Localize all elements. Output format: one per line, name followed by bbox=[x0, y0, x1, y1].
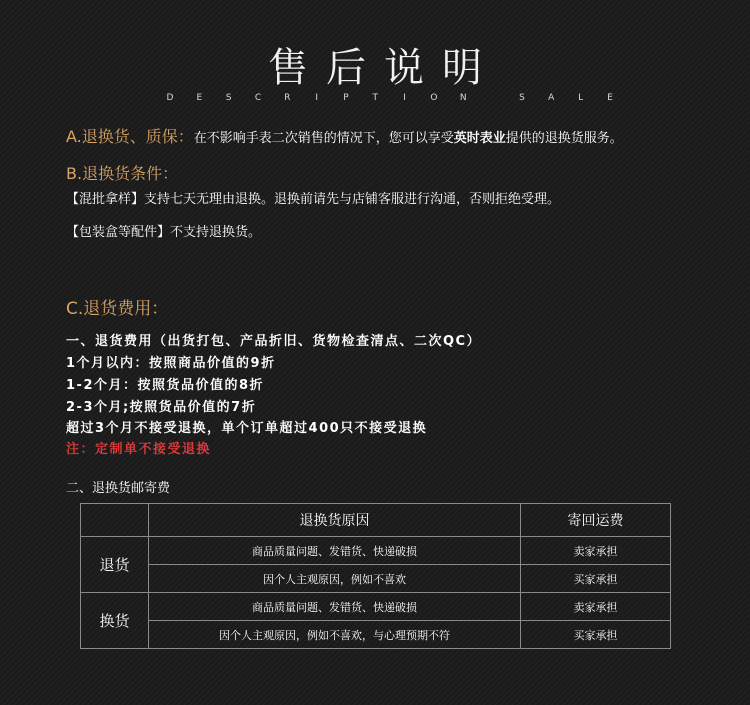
reason-cell: 因个人主观原因，例如不喜欢，与心理预期不符 bbox=[149, 621, 521, 649]
group-label: 退货 bbox=[81, 537, 149, 593]
shipping-fee-table bbox=[80, 503, 671, 649]
table-row bbox=[81, 593, 671, 621]
table-row bbox=[81, 621, 671, 649]
subtitle-letter: P bbox=[343, 93, 349, 103]
section-b-line: 【包装盒等配件】不支持退换货。 bbox=[66, 225, 262, 240]
subtitle-letter: R bbox=[284, 93, 291, 103]
subtitle-letter: S bbox=[225, 93, 232, 103]
cost-cell: 卖家承担 bbox=[521, 537, 671, 565]
subtitle-letter: A bbox=[548, 93, 555, 103]
subtitle-letter: I bbox=[315, 93, 318, 103]
section-a bbox=[66, 124, 623, 147]
section-b-line: 【混批拿样】支持七天无理由退换。退换前请先与店铺客服进行沟通，否则拒绝受理。 bbox=[66, 192, 561, 207]
reason-cell: 因个人主观原因，例如不喜欢 bbox=[149, 565, 521, 593]
subtitle-letter: E bbox=[607, 93, 613, 103]
fee-line: 2-3个月;按照货品价值的7折 bbox=[66, 400, 257, 415]
table-header-cell bbox=[81, 504, 149, 537]
subtitle-letter: L bbox=[578, 93, 584, 103]
cost-cell: 卖家承担 bbox=[521, 593, 671, 621]
fee-line: 超过3个月不接受退换，单个订单超过400只不接受退换 bbox=[66, 421, 428, 436]
group-label: 换货 bbox=[81, 593, 149, 649]
shipping-table-title: 二、退换货邮寄费 bbox=[66, 481, 171, 496]
table-header-cell: 寄回运费 bbox=[521, 504, 671, 537]
subtitle-letter: I bbox=[403, 93, 406, 103]
fee-line: 一、退货费用（出货打包、产品折旧、货物检查清点、二次QC） bbox=[66, 334, 482, 349]
subtitle-letter bbox=[488, 93, 498, 103]
section-a-text-before: 在不影响手表二次销售的情况下，您可以享受 bbox=[193, 131, 454, 146]
page-title: 售后说明 bbox=[268, 45, 500, 91]
subtitle-letter: E bbox=[196, 93, 203, 103]
reason-cell: 商品质量问题、发错货、快递破损 bbox=[149, 593, 521, 621]
brand-name: 英时表业 bbox=[453, 131, 506, 146]
fee-line: 1个月以内：按照商品价值的9折 bbox=[66, 356, 276, 371]
cost-cell: 买家承担 bbox=[521, 621, 671, 649]
subtitle-letter: S bbox=[519, 93, 525, 103]
cost-cell: 买家承担 bbox=[521, 565, 671, 593]
table-header-row bbox=[81, 504, 671, 537]
table-row bbox=[81, 537, 671, 565]
fee-line: 1-2个月：按照货品价值的8折 bbox=[66, 378, 265, 393]
reason-cell: 商品质量问题、发错货、快递破损 bbox=[149, 537, 521, 565]
section-c-heading: C.退货费用： bbox=[66, 299, 169, 319]
section-a-heading: A.退换货、质保： bbox=[66, 127, 194, 146]
subtitle-letter: D bbox=[166, 93, 174, 103]
subtitle-letter: N bbox=[459, 93, 467, 103]
section-b-heading: B.退换货条件： bbox=[66, 164, 179, 183]
table-header-cell: 退换货原因 bbox=[149, 504, 521, 537]
subtitle-letter: C bbox=[254, 93, 262, 103]
custom-order-note: 注：定制单不接受退换 bbox=[66, 442, 212, 457]
table-row bbox=[81, 565, 671, 593]
page-subtitle bbox=[165, 93, 615, 103]
section-a-text-after: 提供的退换货服务。 bbox=[505, 131, 623, 146]
subtitle-letter: O bbox=[430, 93, 438, 103]
subtitle-letter: T bbox=[372, 93, 379, 103]
